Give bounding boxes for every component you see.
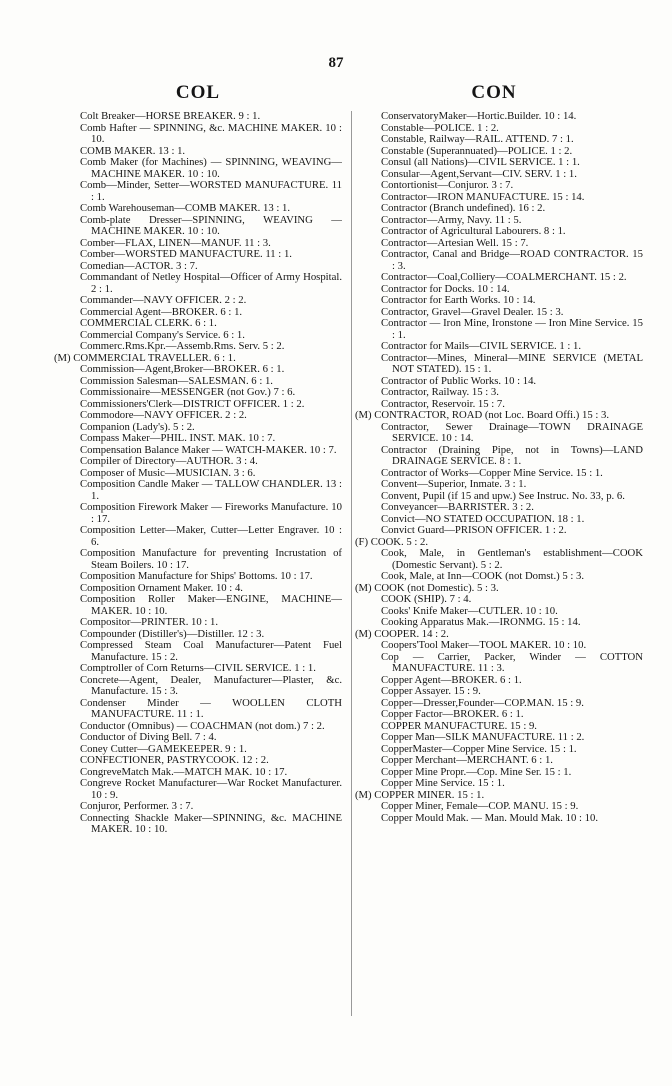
index-entry: Composition Candle Maker — TALLOW CHANDLER. 13 : 1.: [80, 478, 342, 502]
index-entry: Conductor of Diving Bell. 7 : 4.: [80, 731, 217, 743]
right-column-heading: CON: [471, 82, 517, 103]
index-entry: Commandant of Netley Hospital—Officer of Army Hospital. 2 : 1.: [80, 271, 342, 295]
index-entry: Compensation Balance Maker — WATCH-MAKER. 10 : 7.: [80, 443, 337, 456]
index-entry: COMB MAKER. 13 : 1.: [80, 144, 186, 157]
index-entry: Contractor (Branch undefined). 16 : 2.: [381, 202, 546, 214]
index-entry: Colt Breaker—HORSE BREAKER. 9 : 1.: [80, 110, 261, 122]
index-entry: Consul (all Nations)—CIVIL SERVICE. 1 : 1.: [381, 156, 580, 168]
index-entry: Compressed Steam Coal Manufacturer—Patent Fuel Manufacture. 15 : 2.: [80, 639, 342, 663]
index-entry: Copper Miner, Female—COP. MANU. 15 : 9.: [381, 800, 579, 812]
index-entry: Convict Guard—PRISON OFFICER. 1 : 2.: [381, 524, 567, 536]
right-column: [355, 110, 643, 824]
index-entry: Commander—NAVY OFFICER. 2 : 2.: [80, 294, 247, 306]
index-entry: CONFECTIONER, PASTRYCOOK. 12 : 2.: [80, 754, 269, 766]
index-entry: Composition Letter—Maker, Cutter—Letter Engraver. 10 : 6.: [80, 524, 342, 548]
index-entry: Coney Cutter—GAMEKEEPER. 9 : 1.: [80, 742, 247, 755]
index-entry: Cook, Male, in Gentleman's establishment—COOK (Domestic Servant). 5 : 2.: [381, 547, 643, 571]
index-entry: Comber—WORSTED MANUFACTURE. 11 : 1.: [80, 248, 292, 260]
index-entry: Commerc.Rms.Kpr.—Assemb.Rms. Serv. 5 : 2.: [80, 340, 285, 352]
index-entry: Contractor for Earth Works. 10 : 14.: [381, 294, 536, 306]
index-entry: Concrete—Agent, Dealer, Manufacturer—Plaster, &c. Manufacture. 15 : 3.: [80, 673, 342, 697]
index-entry: (M) COPPER MINER. 15 : 1.: [355, 788, 485, 801]
index-entry: Contractor of Public Works. 10 : 14.: [381, 374, 537, 387]
index-entry: (F) COOK. 5 : 2.: [355, 535, 429, 548]
index-entry: Constable—POLICE. 1 : 2.: [381, 121, 499, 134]
index-entry: Constable (Superannuated)—POLICE. 1 : 2.: [381, 144, 573, 157]
index-entry: Comb—Minder, Setter—WORSTED MANUFACTURE. 11 : 1.: [80, 179, 342, 203]
index-entry: Comber—FLAX, LINEN—MANUF. 11 : 3.: [80, 236, 271, 249]
index-entry: Coopers'Tool Maker—TOOL MAKER. 10 : 10.: [381, 639, 587, 651]
index-entry: Composition Manufacture for preventing Incrustation of Steam Boilers. 10 : 17.: [80, 547, 342, 571]
index-entry: Contractor (Draining Pipe, not in Towns)—LAND DRAINAGE SERVICE. 8 : 1.: [381, 443, 643, 467]
index-entry: Contractor for Docks. 10 : 14.: [381, 282, 510, 295]
index-entry: Convent—Superior, Inmate. 3 : 1.: [381, 478, 527, 490]
index-entry: Composition Roller Maker—ENGINE, MACHINE—MAKER. 10 : 10.: [80, 593, 342, 617]
index-entry: (M) CONTRACTOR, ROAD (not Loc. Board Offi.) 15 : 3.: [355, 409, 610, 421]
index-entry: Contractor — Iron Mine, Ironstone — Iron Mine Service. 15 : 1.: [381, 317, 643, 341]
index-entry: Copper Assayer. 15 : 9.: [381, 685, 481, 697]
index-entry: ConservatoryMaker—Hortic.Builder. 10 : 14.: [381, 110, 577, 122]
index-entry: Copper—Dresser,Founder—COP.MAN. 15 : 9.: [381, 696, 584, 709]
index-entry: Congreve Rocket Manufacturer—War Rocket Manufacturer. 10 : 9.: [80, 777, 342, 801]
index-entry: Cooking Apparatus Mak.—IRONMG. 15 : 14.: [381, 616, 581, 628]
index-entry: Comb Warehouseman—COMB MAKER. 13 : 1.: [80, 202, 291, 214]
index-entry: Composer of Music—MUSICIAN. 3 : 6.: [80, 466, 256, 479]
column-divider: [351, 111, 352, 1016]
index-entry: Compositor—PRINTER. 10 : 1.: [80, 616, 219, 628]
index-entry: Copper Mould Mak. — Man. Mould Mak. 10 : 10.: [381, 811, 599, 824]
index-entry: Commercial Agent—BROKER. 6 : 1.: [80, 305, 243, 318]
index-entry: Contractor—Coal,Colliery—COALMERCHANT. 15 : 2.: [381, 271, 627, 283]
index-entry: Contractor, Sewer Drainage—TOWN DRAINAGE SERVICE. 10 : 14.: [381, 420, 643, 444]
index-entry: Conjuror, Performer. 3 : 7.: [80, 800, 194, 812]
index-entry: (M) COOK (not Domestic). 5 : 3.: [355, 581, 499, 594]
index-entry: COOK (SHIP). 7 : 4.: [381, 593, 472, 605]
index-entry: Copper Factor—BROKER. 6 : 1.: [381, 708, 524, 720]
index-entry: Contractor for Mails—CIVIL SERVICE. 1 : 1.: [381, 340, 582, 352]
index-entry: Contractor—Mines, Mineral—MINE SERVICE (METAL NOT STATED). 15 : 1.: [381, 351, 643, 375]
index-entry: Contractor, Gravel—Gravel Dealer. 15 : 3.: [381, 305, 564, 318]
index-entry: Commission—Agent,Broker—BROKER. 6 : 1.: [80, 363, 285, 375]
index-entry: Commercial Company's Service. 6 : 1.: [80, 328, 245, 341]
index-entry: Contractor, Reservoir. 15 : 7.: [381, 397, 505, 410]
index-entry: Copper Mine Propr.—Cop. Mine Ser. 15 : 1.: [381, 765, 572, 778]
index-entry: Comb Hafter — SPINNING, &c. MACHINE MAKER. 10 : 10.: [80, 121, 342, 145]
index-entry: Commodore—NAVY OFFICER. 2 : 2.: [80, 409, 247, 421]
index-entry: Contractor—Army, Navy. 11 : 5.: [381, 213, 522, 226]
index-entry: Composition Firework Maker — Fireworks Manufacture. 10 : 17.: [80, 501, 342, 525]
index-entry: Contractor of Agricultural Labourers. 8 : 1.: [381, 225, 566, 237]
index-entry: Composition Ornament Maker. 10 : 4.: [80, 581, 243, 594]
index-entry: (M) COMMERCIAL TRAVELLER. 6 : 1.: [54, 351, 236, 364]
index-entry: Connecting Shackle Maker—SPINNING, &c. MACHINE MAKER. 10 : 10.: [80, 811, 342, 835]
index-entry: Comptroller of Corn Returns—CIVIL SERVICE. 1 : 1.: [80, 662, 316, 674]
index-entry: Copper Merchant—MERCHANT. 6 : 1.: [381, 754, 553, 766]
index-entry: Conveyancer—BARRISTER. 3 : 2.: [381, 501, 534, 513]
index-entry: Contractor of Works—Copper Mine Service. 15 : 1.: [381, 466, 603, 479]
index-entry: Convict—NO STATED OCCUPATION. 18 : 1.: [381, 512, 585, 525]
index-entry: Commission Salesman—SALESMAN. 6 : 1.: [80, 374, 273, 387]
index-entry: Contractor, Canal and Bridge—ROAD CONTRACTOR. 15 : 3.: [381, 248, 643, 272]
index-entry: Compounder (Distiller's)—Distiller. 12 : 3.: [80, 627, 265, 640]
index-entry: Comb-plate Dresser—SPINNING, WEAVING —MACHINE MAKER. 10 : 10.: [80, 213, 342, 237]
index-entry: Cook, Male, at Inn—COOK (not Domst.) 5 : 3.: [381, 570, 585, 582]
index-entry: Cooks' Knife Maker—CUTLER. 10 : 10.: [381, 604, 558, 617]
page-number: 87: [328, 55, 344, 71]
index-entry: Copper Man—SILK MANUFACTURE. 11 : 2.: [381, 731, 585, 743]
index-entry: COPPER MANUFACTURE. 15 : 9.: [381, 719, 537, 732]
index-entry: Consular—Agent,Servant—CIV. SERV. 1 : 1.: [381, 167, 577, 180]
index-entry: Comedian—ACTOR. 3 : 7.: [80, 259, 198, 272]
index-entry: Contortionist—Conjuror. 3 : 7.: [381, 179, 514, 191]
index-entry: COMMERCIAL CLERK. 6 : 1.: [80, 317, 217, 329]
index-entry: Commissionaire—MESSENGER (not Gov.) 7 : 6.: [80, 386, 296, 398]
index-entry: Compiler of Directory—AUTHOR. 3 : 4.: [80, 455, 258, 467]
index-entry: Conductor (Omnibus) — COACHMAN (not dom.) 7 : 2.: [80, 719, 325, 732]
index-entry: Companion (Lady's). 5 : 2.: [80, 420, 195, 433]
index-entry: Constable, Railway—RAIL. ATTEND. 7 : 1.: [381, 133, 574, 145]
left-column-heading: COL: [175, 82, 221, 103]
index-entry: Composition Manufacture for Ships' Bottoms. 10 : 17.: [80, 570, 313, 582]
index-entry: Convent, Pupil (if 15 and upw.) See Instruc. No. 33, p. 6.: [381, 489, 625, 502]
index-entry: Cop — Carrier, Packer, Winder — COTTON MANUFACTURE. 11 : 3.: [381, 650, 643, 674]
index-entry: Comb Maker (for Machines) — SPINNING, WEAVING—MACHINE MAKER. 10 : 10.: [80, 156, 342, 180]
index-entry: Contractor—Artesian Well. 15 : 7.: [381, 236, 529, 249]
index-entry: Commissioners'Clerk—DISTRICT OFFICER. 1 : 2.: [80, 397, 305, 410]
index-entry: Compass Maker—PHIL. INST. MAK. 10 : 7.: [80, 432, 276, 444]
index-entry: Copper Agent—BROKER. 6 : 1.: [381, 673, 522, 686]
index-entry: Contractor—IRON MANUFACTURE. 15 : 14.: [381, 190, 585, 203]
index-entry: Copper Mine Service. 15 : 1.: [381, 777, 505, 789]
index-entry: Condenser Minder — WOOLLEN CLOTH MANUFACTURE. 11 : 1.: [80, 696, 342, 720]
index-entry: CopperMaster—Copper Mine Service. 15 : 1.: [381, 742, 577, 755]
index-entry: (M) COOPER. 14 : 2.: [355, 627, 449, 640]
index-entry: Contractor, Railway. 15 : 3.: [381, 386, 499, 398]
index-entry: CongreveMatch Mak.—MATCH MAK. 10 : 17.: [80, 765, 288, 778]
left-column: [54, 110, 342, 836]
